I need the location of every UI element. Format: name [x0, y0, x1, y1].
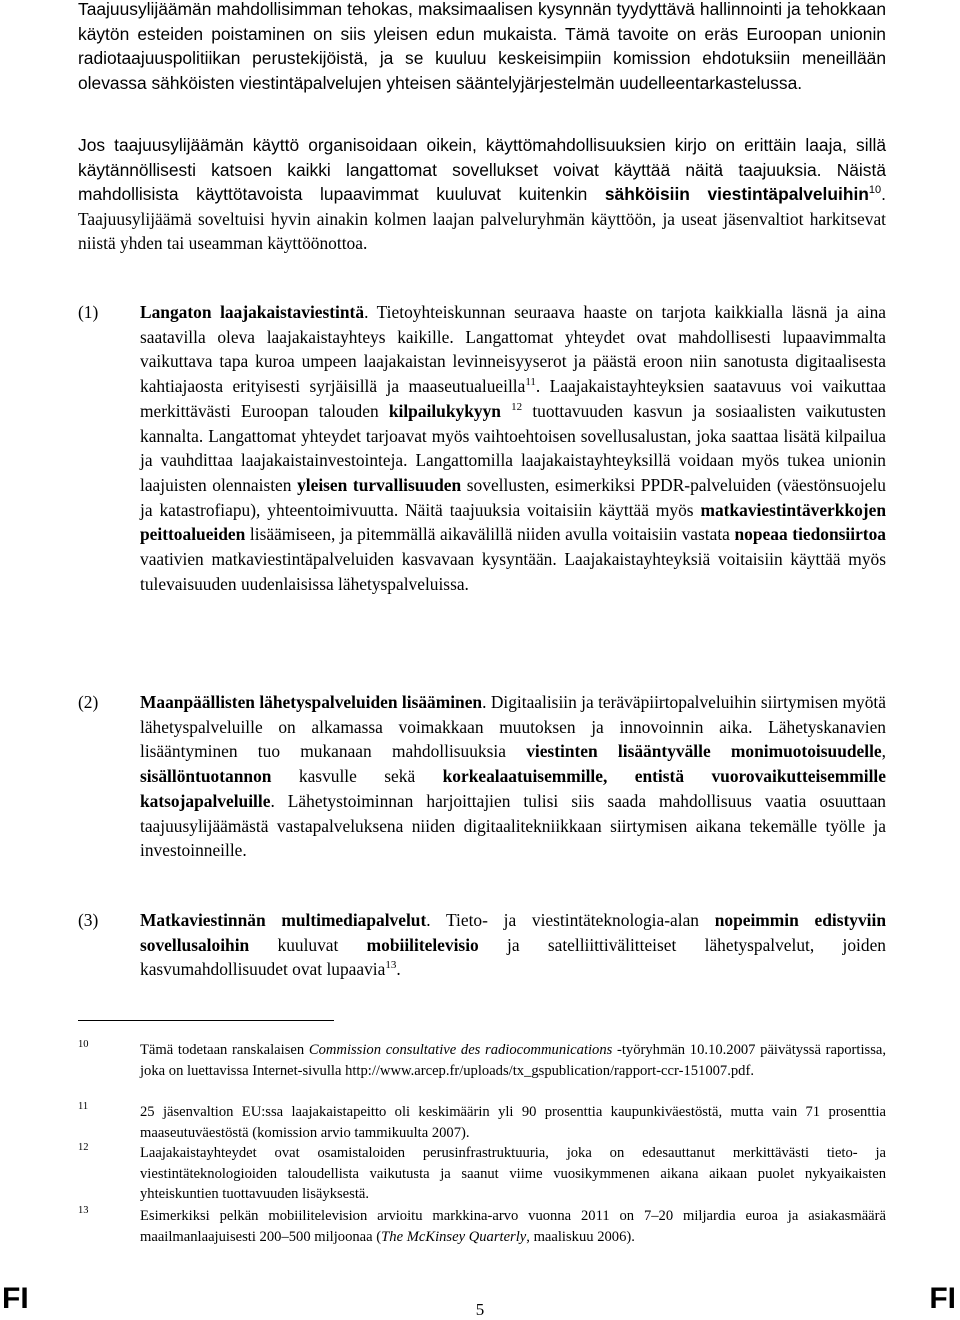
- footnote-12: [78, 1143, 886, 1205]
- footnote-number: 11: [78, 1101, 89, 1112]
- paragraph-usage: [78, 133, 886, 256]
- footnote-separator: [78, 1020, 334, 1021]
- list-item-text: .: [396, 959, 401, 980]
- emphasis-electronic-services: sähköisiin viestintäpalveluihin: [604, 184, 869, 204]
- footnote-italic-title: Commission consultative des radiocommunications: [308, 1042, 613, 1058]
- emphasis-public-safety: yleisen turvallisuuden: [297, 474, 462, 495]
- list-item-2: [78, 690, 886, 863]
- paragraph-intro-part1: Taajuusylijäämän mahdollisimman tehokas, maksimaalisen kysynnän tyydyttävä hallinnointi ja tehokkaan käytön esteiden poistaminen on siis yleisen edun mukaista.: [78, 0, 886, 44]
- list-item-body: [140, 300, 886, 596]
- paragraph-intro-part2: Tämä tavoite on eräs Euroopan unionin radiotaajuuspolitiikan perustekijöistä, ja se kuuluu keskeisimpiin komission ehdotuksiin meneillään olevassa sähköisten viestintäpalvelujen yhteisen sääntelyjärjestelmän uudelleentarkastelussa.: [78, 23, 886, 93]
- list-item-text: ,: [881, 741, 886, 762]
- footnote-body: Laajakaistayhteydet ovat osamistaloiden perusinfrastruktuuria, joka on edesauttanut merkittävästi tieto- ja viestintäteknologioiden taloudellista vaikutusta ja saanut viime vuosikymmenen aikana aikaan puolet nykyaikaisten yhteiskuntien tuottavuuden lisäyksestä.: [140, 1145, 886, 1202]
- paragraph-intro: [78, 0, 886, 95]
- footnote-ref-10[interactable]: 10: [868, 184, 882, 196]
- emphasis-media-diversity: viestinten lisääntyvälle monimuotoisuudelle: [526, 741, 882, 762]
- list-item-text: . Tietoyhteiskunnan seuraava haaste on tarjota kaikkialla läsnä ja aina saatavilla oleva laajakaistayhteys kaikille. Langattomat yhteydet ovat mahdollisesti lupaavimmalta vaikuttava tapa kuroa umpeen laajakaistan levinneisyyserot ja päästä eroon niin sanotusta digitaalisesta kahtiajaosta erityisesti syrjäisillä ja maaseutualueilla: [140, 302, 887, 397]
- list-item-text: . Digitaalisiin ja teräväpiirtopalveluihin siirtymisen myötä lähetyspalveluille on alkamassa voimakkaan muutoksen ja innovoinnin aika. Lähetyskanavien lisääntyminen tuo mukanaan mahdollisuuksia: [140, 692, 886, 762]
- list-item-number: (2): [78, 692, 99, 712]
- paragraph-usage-period: .: [881, 184, 886, 204]
- list-item-body: [140, 690, 886, 863]
- list-item-text: ja satelliittivälitteiset lähetyspalvelut, joiden kasvumahdollisuudet ovat lupaavia: [140, 934, 886, 980]
- page-number: 5: [475, 1300, 485, 1319]
- list-item-text: . Lähetystoiminnan harjoittajien tulisi siis saada mahdollisuus vaatia osuuttaan taajuusylijäämästä vastapalveluksena niiden digitaalitekniikkaan siirtymisen aikana tekemälle työlle ja investoinneille.: [140, 790, 886, 861]
- list-item-text: kuuluvat: [249, 934, 367, 955]
- footnote-10: [78, 1040, 886, 1081]
- list-item-title: Langaton laajakaistaviestintä: [140, 302, 365, 322]
- list-item-1: [78, 300, 886, 596]
- list-item-text: . Tieto- ja viestintäteknologia-alan: [426, 910, 715, 930]
- emphasis-fast-data: nopeaa tiedonsiirtoa: [734, 524, 886, 545]
- footnote-number: 10: [78, 1039, 89, 1050]
- footnote-text: , maaliskuu 2006).: [526, 1228, 635, 1245]
- footnote-ref-11[interactable]: 11: [525, 376, 536, 389]
- list-item-body: [140, 908, 886, 982]
- emphasis-content-production: sisällöntuotannon: [140, 766, 272, 787]
- list-item-number: (3): [78, 910, 99, 930]
- paragraph-usage-serif: Taajuusylijäämä soveltuisi hyvin ainakin kolmen laajan palveluryhmän käyttöön, ja useat jäsenvaltiot harkitsevat niistä yhden tai useamman käyttöönottoa.: [78, 208, 886, 253]
- list-item-text: . Laajakaistayhteyksien saatavuus voi vaikuttaa merkittävästi Euroopan talouden: [140, 376, 886, 421]
- list-item-text: tuottavuuden kasvun ja sosiaalisten vaikutusten kannalta. Langattomat yhteydet tarjoavat myös vaihtoehtoisen sovellusalustan, joka saattaa lisätä kilpailua ja vauhdittaa laajakaistainvestointeja. Langattomilla laajakaistayhteyksillä voidaan myös tukea unionin laajuisten olennaisten: [140, 400, 886, 495]
- list-item-3: [78, 908, 886, 982]
- emphasis-mobile-coverage: matkaviestintäverkkojen peittoalueiden: [140, 499, 886, 545]
- footer-language-code-left: FI: [2, 1282, 29, 1315]
- footnote-13: [78, 1206, 886, 1247]
- footnote-body: [140, 1206, 886, 1247]
- list-item-text: vaativien matkaviestintäpalveluiden kasvavaan kysyntään. Laajakaistayhteyksiä voitaisiin käyttää myös tulevaisuuden uudenlaisissa lähetyspalveluissa.: [140, 549, 886, 594]
- footnote-number: 12: [78, 1142, 89, 1153]
- footnote-text: Esimerkiksi pelkän mobiilitelevision arvioitu markkina-arvo vuonna 2011 on 7–20 miljardia euroa ja asiakasmäärä maailmanlaajuisesti 200–500 miljoonaa (: [140, 1208, 886, 1245]
- emphasis-viewer-services: korkealaatuisemmille, entistä vuorovaikutteisemmille katsojapalveluille: [140, 766, 886, 811]
- footnote-number: 13: [78, 1205, 89, 1216]
- list-item-text: sovellusten, esimerkiksi PPDR-palveluiden (väestönsuojelu ja katastrofiapu), yhteentoimivuutta. Näitä taajuuksia voitaisiin käyttää myös: [140, 474, 886, 520]
- footnote-body: [140, 1040, 886, 1081]
- list-item-text: lisäämiseen, ja pitemmällä aikavälillä niiden avulla voitaisiin vastata: [245, 524, 735, 545]
- footnote-text: Tämä todetaan ranskalaisen: [140, 1042, 309, 1058]
- emphasis-mobile-tv: mobiilitelevisio: [366, 934, 479, 955]
- footnote-italic-title: The McKinsey Quarterly: [381, 1228, 527, 1245]
- list-item-title: Matkaviestinnän multimediapalvelut: [140, 910, 427, 930]
- footnote-11: [78, 1102, 886, 1143]
- list-item-number: (1): [78, 302, 99, 322]
- list-item-text: kasvulle sekä: [271, 766, 443, 787]
- footer-language-code-right: FI: [929, 1282, 956, 1315]
- footnote-ref-12[interactable]: 12: [511, 400, 523, 413]
- footnote-body: 25 jäsenvaltion EU:ssa laajakaistapeitto oli keskimäärin yli 90 prosenttia kaupunkiväestöstä, mutta vain 71 prosenttia maaseutuväestöstä (komission arvio tammikuulta 2007).: [140, 1104, 886, 1141]
- footnote-link-text[interactable]: -työryhmän 10.10.2007 päivätyssä raportissa, joka on luettavissa Internet-sivulla http://www.arcep.fr/uploads/tx_gspublication/rapport-ccr-151007.pdf.: [140, 1042, 887, 1079]
- emphasis-competitiveness: kilpailukykyyn: [388, 400, 501, 421]
- footnote-ref-13[interactable]: 13: [385, 959, 397, 972]
- emphasis-fastest-growing: nopeimmin edistyviin sovellusaloihin: [140, 910, 886, 955]
- list-item-title: Maanpäällisten lähetyspalveluiden lisääminen: [140, 692, 483, 712]
- paragraph-usage-text: Jos taajuusylijäämän käyttö organisoidaan oikein, käyttömahdollisuuksien kirjo on erittäin laaja, sillä käytännöllisesti katsoen kaikki langattomat sovellukset voivat käyttää näitä taajuuksia. Näistä mahdollisista käyttötavoista lupaavimmat kuuluvat kuitenkin: [78, 135, 886, 204]
